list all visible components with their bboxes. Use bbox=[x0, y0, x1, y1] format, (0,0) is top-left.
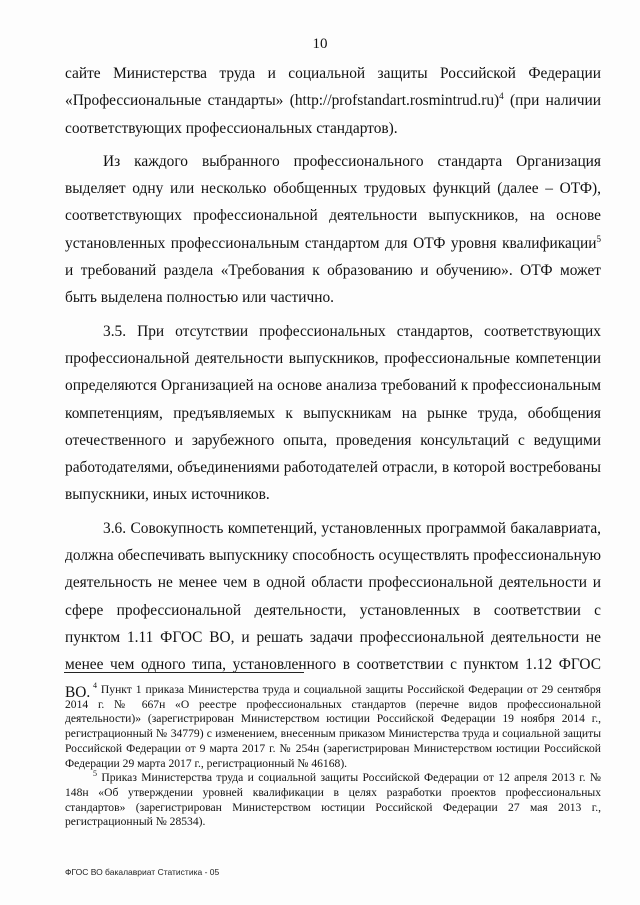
footnote-ref-4[interactable]: 4 bbox=[499, 91, 504, 102]
page-number: 10 bbox=[312, 36, 328, 52]
footnote-divider bbox=[64, 672, 304, 673]
footnote-text: Приказ Министерства труда и социальной защиты Российской Федерации от 12 апреля 2013 г. № 148н «Об утверждении уровней квалификации в целях разработки проектов профессиональных стандартов» (зарегистрирован Министерством юстиции Российской Федерации 27 мая 2013 г., регистрационный № 28534). bbox=[65, 771, 601, 829]
footnote-text: Пункт 1 приказа Министерства труда и социальной защиты Российской Федерации от 29 сентября 2014 г. № 667н «О реестре профессиональных стандартов (перечне видов профессиональной деятельности)» (зарегистрирован Министерством юстиции Российской Федерации 19 ноября 2014 г., регистрационный № 34779) с изменением, внесенным приказом Министерства труда и социальной защиты Российской Федерации от 9 марта 2017 г. № 254н (зарегистрирован Министерством юстиции Российской Федерации 29 марта 2017 г., регистрационный № 46168). bbox=[65, 683, 601, 770]
paragraph-3-6: 3.6. Совокупность компетенций, установленных программой бакалавриата, должна обеспечивать выпускнику способность осуществлять профессиональную деятельность не менее чем в одной области профессиональной деятельности и сфере профессиональной деятельности, установленных в соответствии с пунктом 1.11 ФГОС ВО, и решать задачи профессиональной деятельности не менее чем одного типа, установленного в соответствии с пунктом 1.12 ФГОС ВО. bbox=[65, 519, 601, 701]
footnote-5 bbox=[65, 771, 601, 830]
document-footer: ФГОС ВО бакалавриат Статистика - 05 bbox=[65, 867, 220, 877]
footnote-mark: 5 bbox=[93, 769, 97, 779]
paragraph-continuation bbox=[65, 60, 601, 142]
paragraph-text: и требований раздела «Требования к образованию и обучению». ОТФ может быть выделена полностью или частично. bbox=[65, 262, 601, 307]
footnote-4 bbox=[65, 683, 601, 771]
footnote-mark: 4 bbox=[93, 681, 97, 690]
paragraph-text: (при наличии соответствующих профессиональных стандартов). bbox=[65, 92, 601, 137]
paragraph-text: сайте Министерства труда и социальной защиты Российской Федерации «Профессиональные стандарты» (http://profstandart.rosmintrud.ru) bbox=[65, 65, 601, 110]
body-text bbox=[65, 60, 601, 706]
paragraph-otf bbox=[65, 148, 601, 312]
paragraph-text: Из каждого выбранного профессионального стандарта Организация выделяет одну или несколько обобщенных трудовых функций (далее – ОТФ), соответствующих профессиональной деятельности выпускников, на основе установленных профессиональным стандартом для ОТФ уровня квалификации bbox=[65, 152, 601, 252]
footnotes bbox=[65, 683, 601, 830]
paragraph-3-5: 3.5. При отсутствии профессиональных стандартов, соответствующих профессиональной деятельности выпускников, профессиональные компетенции определяются Организацией на основе анализа требований к профессиональным компетенциям, предъявляемых к выпускникам на рынке труда, обобщения отечественного и зарубежного опыта, проведения консультаций с ведущими работодателями, объединениями работодателей отрасли, в которой востребованы выпускники, иных источников. bbox=[65, 322, 601, 504]
footnote-ref-5[interactable]: 5 bbox=[596, 233, 601, 244]
